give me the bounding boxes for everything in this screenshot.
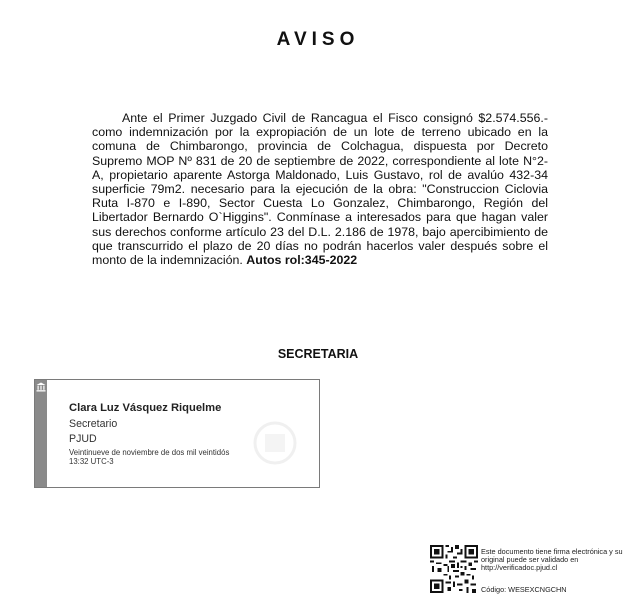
verification-block xyxy=(430,545,636,595)
notice-title: AVISO xyxy=(276,29,360,50)
signature-date xyxy=(69,448,309,466)
signer-organization: PJUD xyxy=(69,433,97,445)
signature-side-bar xyxy=(35,380,47,487)
verification-text: Este documento tiene firma electrónica y su original puede ser validado en http://verificadoc.pjud.cl xyxy=(481,547,623,573)
signature-time-text: 13:32 UTC-3 xyxy=(69,457,114,466)
signature-date-text: Veintinueve de noviembre de dos mil veintidós xyxy=(69,448,230,457)
qr-code-icon xyxy=(430,545,478,593)
notice-paragraph: Ante el Primer Juzgado Civil de Rancagua el Fisco consignó $2.574.556.- como indemnización por la expropiación de un lote de terreno ubicado en la comuna de Chimbarongo, provincia de Colchagua, dispuesta por Decreto Supremo MOP Nº 831 de 20 de septiembre de 2022, correspondiente al lote N°2-A, propietario aparente Astorga Maldonado, Luis Gustavo, rol de avalúo 432-34 superficie 79m2. necesario para la ejecución de la obra: "Construccion Ciclovia Ruta I-870 e I-890, Sector Cuesta Lo Gonzalez, Chimbarongo, Región del Libertador Bernardo O`Higgins". Conmínase a interesados para que hagan valer sus derechos conforme artículo 23 del D.L. 2.186 de 1978, bajo apercibimiento de que transcurrido el plazo de 20 días no podrán hacerlos valer después sobre el monto de la indemnización. xyxy=(92,111,548,268)
signer-role: Secretario xyxy=(69,418,118,430)
verification-code: Código: WESEXCNGCHN xyxy=(481,585,567,594)
signer-name: Clara Luz Vásquez Riquelme xyxy=(69,402,222,414)
notice-body xyxy=(92,111,548,267)
case-number: Autos rol:345-2022 xyxy=(246,253,358,268)
courthouse-icon xyxy=(36,382,46,392)
section-label: SECRETARIA xyxy=(277,347,359,361)
electronic-signature-box xyxy=(34,379,320,488)
